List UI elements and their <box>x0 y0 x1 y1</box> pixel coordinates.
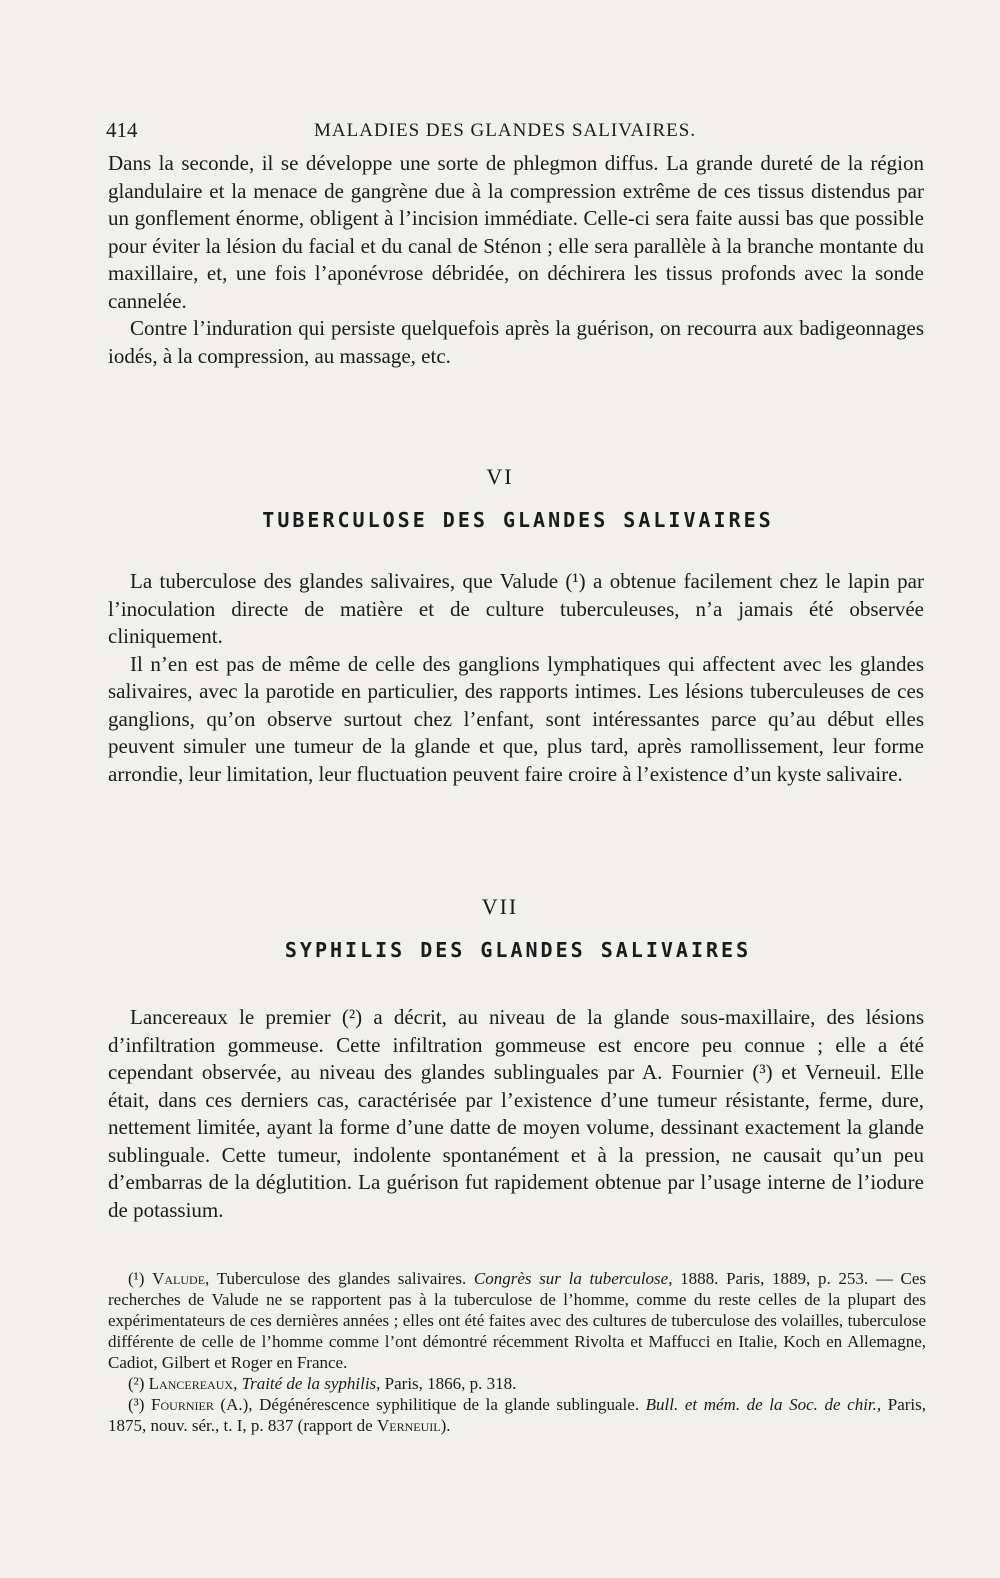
footnote-text: , Paris, 1866, p. 318. <box>376 1374 517 1393</box>
footnote-mark: (²) <box>128 1374 145 1393</box>
footnotes <box>108 1268 926 1436</box>
section-numeral-vii: VII <box>481 894 519 919</box>
footnote-text: , <box>233 1374 242 1393</box>
footnote-3 <box>108 1394 926 1436</box>
running-title: MALADIES DES GLANDES SALIVAIRES. <box>314 120 697 141</box>
footnote-text: ). <box>440 1416 451 1435</box>
footnote-title: Traité de la syphilis <box>241 1374 377 1393</box>
footnote-mark: (³) <box>128 1395 145 1414</box>
section-vi-body <box>108 568 924 788</box>
footnote-author: Fournier <box>151 1395 214 1414</box>
running-header <box>106 118 826 146</box>
footnote-text: , Paris, 1875, nouv. sér., t. I, p. 837 (rapport de <box>108 1395 927 1435</box>
paragraph: Contre l’induration qui persiste quelquefois après la guérison, on recourra aux badigeonnages iodés, à la compression, au massage, etc. <box>108 316 924 368</box>
section-numeral-vi: VI <box>486 464 514 489</box>
footnote-reference: Verneuil <box>376 1416 441 1435</box>
paragraph: Lancereaux le premier (²) a décrit, au niveau de la glande sous-maxillaire, des lésions d’infiltration gommeuse. Cette infiltration gommeuse est encore peu connue ; elle a été cependant observée, au niveau des glandes sublinguales par A. Fournier (³) et Verneuil. Elle était, dans ces derniers cas, caractérisée par l’existence d’une tumeur résistante, ferme, dure, nettement limitée, ayant la forme d’une datte de moyen volume, dessinant exactement la glande sublinguale. Cette tumeur, indolente spontanément et à la pression, ne causait qu’un peu d’embarras de la déglutition. La guérison fut rapidement obtenue par l’usage interne de l’iodure de potassium. <box>108 1005 924 1222</box>
footnote-2 <box>108 1373 926 1394</box>
paragraph: La tuberculose des glandes salivaires, que Valude (¹) a obtenue facilement chez le lapin par l’inoculation directe de matière et de culture tuberculeuses, n’a jamais été observée cliniquement. <box>108 569 924 648</box>
section-heading-syphilis: SYPHILIS DES GLANDES SALIVAIRES <box>284 938 752 962</box>
paragraph: Il n’en est pas de même de celle des ganglions lymphatiques qui affectent avec les glandes salivaires, avec la parotide en particulier, des rapports intimes. Les lésions tuberculeuses de ces ganglions, qu’on observe surtout chez l’enfant, sont intéressantes parce qu’au début elles peuvent simuler une tumeur de la glande et que, plus tard, après ramollissement, leur forme arrondie, leur limitation, leur fluctuation peuvent faire croire à l’existence d’un kyste salivaire. <box>108 651 924 786</box>
footnote-text: , 1888. Paris, 1889, p. 253. — Ces recherches de Valude ne se rapportent pas à la tuberculose de l’homme, comme du reste celles de la plupart des expérimentateurs de ces dernières années ; elles ont été faites avec des cultures de tuberculose des volailles, tuberculose différente de celle de l’homme comme l’ont démontré récemment Rivolta et Maffucci en Italie, Koch en Allemagne, Cadiot, Gilbert et Roger en France. <box>108 1269 927 1372</box>
section-intro <box>108 150 924 370</box>
footnote-journal: Bull. et mém. de la Soc. de chir. <box>645 1395 877 1414</box>
footnote-author: Valude <box>152 1269 206 1288</box>
section-heading-tuberculose: TUBERCULOSE DES GLANDES SALIVAIRES <box>262 508 774 532</box>
footnote-mark: (¹) <box>128 1269 145 1288</box>
section-vii-body <box>108 1004 924 1224</box>
footnote-text: , Tuberculose des glandes salivaires. <box>205 1269 474 1288</box>
paragraph: Dans la seconde, il se développe une sorte de phlegmon diffus. La grande dureté de la région glandulaire et la menace de gangrène due à la compression extrême de ces tissus distendus par un gonflement énorme, obligent à l’incision immédiate. Celle-ci sera faite aussi bas que possible pour éviter la lésion du facial et du canal de Sténon ; elle sera parallèle à la branche montante du maxillaire, et, une fois l’aponévrose débridée, on déchirera les tissus profonds avec la sonde cannelée. <box>108 151 924 313</box>
footnote-journal: Congrès sur la tuberculose <box>473 1269 669 1288</box>
footnote-text: (A.), Dégénérescence syphilitique de la glande sublinguale. <box>213 1395 646 1414</box>
footnote-author: Lancereaux <box>148 1374 234 1393</box>
page-number: 414 <box>106 118 138 142</box>
footnote-1 <box>108 1268 926 1373</box>
